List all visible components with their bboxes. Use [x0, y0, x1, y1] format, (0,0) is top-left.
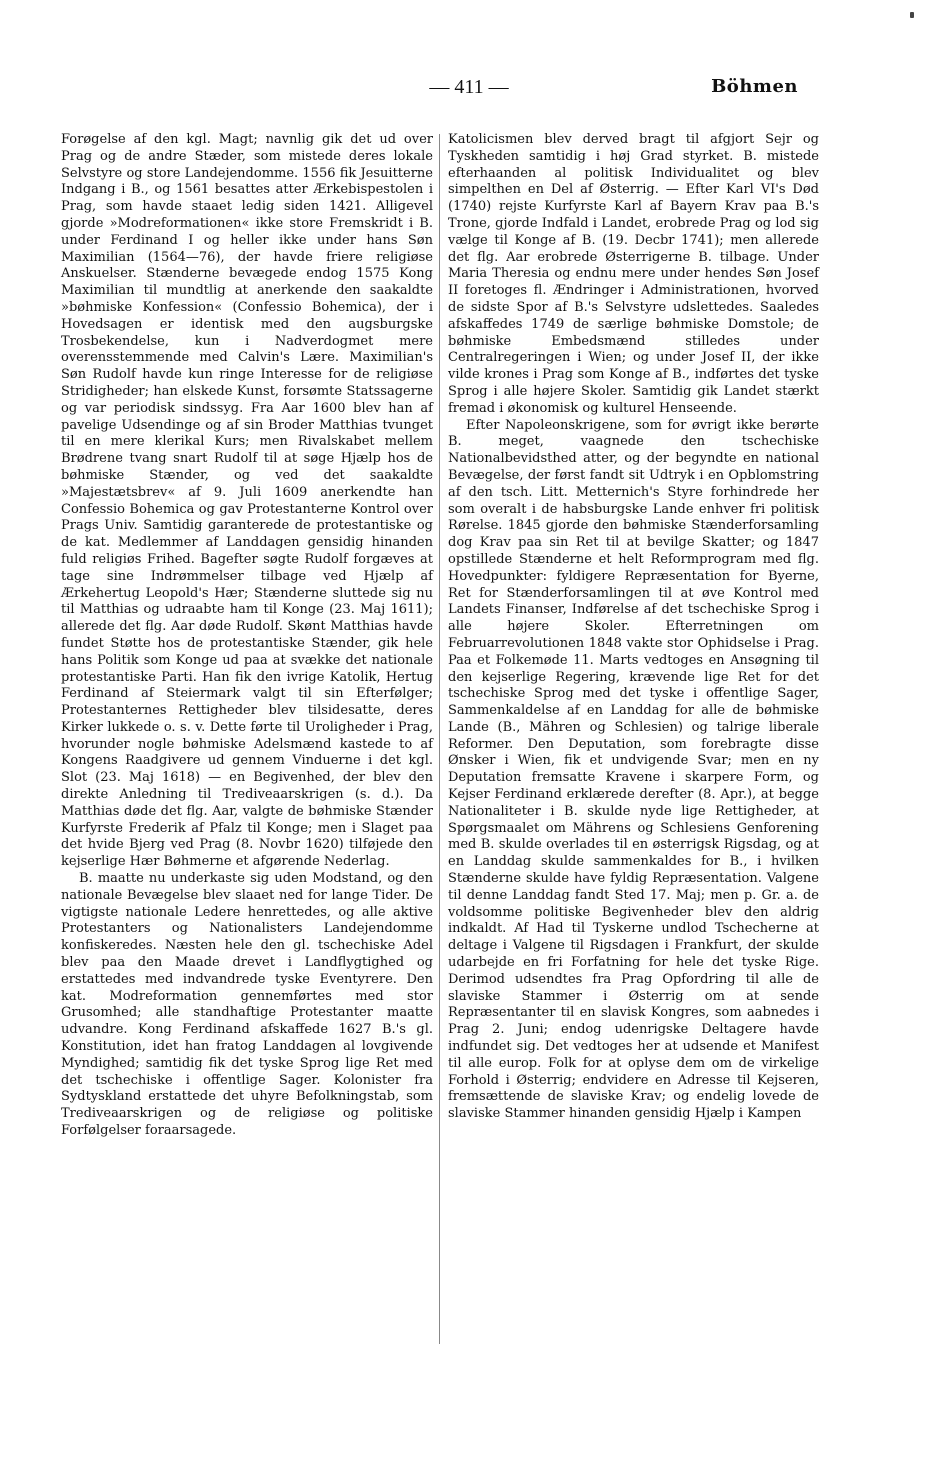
paragraph: Efter Napoleonskrigene, som for øvrigt ikke berørte B. meget, vaagnede den tschechiske Nationalbevidsthed atter, og der begyndte en national Bevægelse, der først fandt sit Udtryk i en Opblomstring af den tsch. Litt. Metternich's Styre forhindrede her som overalt i de habsburgske Lande enhver fri politisk Rørelse. 1845 gjorde den bøhmiske Stænderforsamling dog Krav paa sin Ret til at bevilge Skatter; og 1847 opstillede Stænderne et helt Reformprogram med flg. Hovedpunkter: fyldigere Repræsentation for Byerne, Ret for Stænderforsamlingen til at øve Kontrol med Landets Finanser, Indførelse af det tschechiske Sprog i alle højere Skoler. Efterretningen om Februarrevolutionen 1848 vakte stor Ophidselse i Prag. Paa et Folkemøde 11. Marts vedtoges en Ansøgning til den kejserlige Regering, krævende lige Ret for det tschechiske Sprog med det tyske i offentlige Sager, Sammenkaldelse af en Landdag for alle de bøhmiske Lande (B., Mähren og Schlesien) og talrige liberale Reformer. Den Deputation, som forebragte disse Ønsker i Wien, fik et undvigende Svar; men en ny Deputation fremsatte Kravene i skarpere Form, og Kejser Ferdinand erklærede derefter (8. Apr.), at begge Nationaliteter i B. skulde nyde lige Rettigheder, at Spørgsmaalet om Mährens og Schlesiens Genforening med B. skulde overlades til en østerrigsk Rigsdag, og at en Landdag skulde sammenkaldes for B., i hvilken Stænderne skulde have fyldig Repræsentation. Valgene til denne Landdag fandt Sted 17. Maj; men p. Gr. a. de voldsomme politiske Begivenheder blev den aldrig indkaldt. Af Had til Tyskerne undlod Tschecherne at deltage i Valgene til Rigsdagen i Frankfurt, der skulde udarbejde en fri Forfatning for hele det tyske Rige. Derimod udsendtes fra Prag Opfordring til alle de slaviske Stammer i Østerrig om at sende Repræsentanter til en slavisk Kongres, som aabnedes i Prag 2. Juni; endog udenrigske Deltagere havde indfundet sig. Det vedtoges her at udsende et Manifest til alle europ. Folk for at oplyse dem om de virkelige Forhold i Østerrig; endvidere en Adresse til Kejseren, fremsættende de slaviske Krav; og endelig lovede de slaviske Stammer hinanden gensidig Hjælp i Kampen	[448, 417, 819, 1122]
running-header	[62, 76, 798, 106]
column-divider	[439, 134, 440, 1344]
page-speck	[910, 12, 914, 18]
left-column	[61, 132, 433, 1140]
paragraph: Forøgelse af den kgl. Magt; navnlig gik det ud over Prag og de andre Stæder, som mistede deres lokale Selvstyre og store Landejendomme. 1556 fik Jesuitterne Indgang i B., og 1561 besattes atter Ærkebispestolen i Prag, som havde staaet ledig siden 1421. Alligevel gjorde »Modreformationen« ikke store Fremskridt i B. under Ferdinand I og heller ikke under hans Søn Maximilian (1564—76), der havde friere religiøse Anskuelser. Stænderne bevægede endog 1575 Kong Maximilian til mundtlig at anerkende den saakaldte »bøhmiske Konfession« (Confessio Bohemica), der i Hovedsagen er identisk med den augsburgske Trosbekendelse, kun i Nadverdogmet mere overensstemmende med Calvin's Lære. Maximilian's Søn Rudolf havde kun ringe Interesse for de religiøse Stridigheder; han elskede Kunst, forsømte Statssagerne og var periodisk sindssyg. Fra Aar 1600 blev han af pavelige Udsendinge og af sin Broder Matthias tvunget til en mere klerikal Kurs; men Rivalskabet mellem Brødrene tvang snart Rudolf til at søge Hjælp hos de bøhmiske Stænder, og ved det saakaldte »Majestætsbrev« af 9. Juli 1609 anerkendte han Confessio Bohemica og gav Protestanterne Kontrol over Prags Univ. Samtidig garanterede de protestantiske og de kat. Medlemmer af Landdagen gensidig hinanden fuld religiøs Frihed. Bagefter søgte Rudolf forgæves at tage sine Indrømmelser tilbage ved Hjælp af Ærkehertug Leopold's Hær; Stænderne sluttede sig nu til Matthias og udraabte ham til Konge (23. Maj 1611); allerede det flg. Aar døde Rudolf. Skønt Matthias havde fundet Støtte hos de protestantiske Stænder, gik hele hans Politik som Konge ud paa at svække det nationale protestantiske Parti. Han fik den ivrige Katolik, Hertug Ferdinand af Steiermark valgt til sin Efterfølger; Protestanternes Rettigheder blev tilsidesatte, deres Kirker lukkede o. s. v. Dette førte til Uroligheder i Prag, hvorunder nogle bøhmiske Adelsmænd kastede to af Kongens Raadgivere ud gennem Vinduerne i det kgl. Slot (23. Maj 1618) — en Begivenhed, der blev den direkte Anledning til Trediveaarskrigen (s. d.). Da Matthias døde det flg. Aar, valgte de bøhmiske Stænder Kurfyrste Frederik af Pfalz til Konge; men i Slaget paa det hvide Bjerg ved Prag (8. Novbr 1620) tilføjede den kejserlige Hær Bøhmerne et afgørende Nederlag.	[61, 132, 433, 870]
paragraph: B. maatte nu underkaste sig uden Modstand, og den nationale Bevægelse blev slaaet ned for lange Tider. De vigtigste nationale Ledere henrettedes, og alle aktive Protestanters og Nationalisters Landejendomme konfiskeredes. Næsten hele den gl. tschechiske Adel blev paa den Maade drevet i Landflygtighed og erstattedes med indvandrede tyske Eventyrere. Den kat. Modreformation gennemførtes med stor Grusomhed; alle standhaftige Protestanter maatte udvandre. Kong Ferdinand afskaffede 1627 B.'s gl. Konstitution, idet han fratog Landdagen al lovgivende Myndighed; samtidig fik det tyske Sprog lige Ret med det tschechiske i offentlige Sager. Kolonister fra Sydtyskland erstattede det uhyre Befolkningstab, som Trediveaarskrigen og de religiøse og politiske Forfølgelser foraarsagede.	[61, 871, 433, 1139]
headword: Böhmen	[711, 76, 798, 97]
right-column	[448, 132, 819, 1123]
paragraph: Katolicismen blev derved bragt til afgjort Sejr og Tyskheden samtidig i høj Grad styrket. B. mistede efterhaanden al politisk Individualitet og blev simpelthen en Del af Østerrig. — Efter Karl VI's Død (1740) rejste Kurfyrste Karl af Bayern Krav paa B.'s Trone, gjorde Indfald i Landet, erobrede Prag og lod sig vælge til Konge af B. (19. Decbr 1741); men allerede det flg. Aar erobrede Østerrigerne B. tilbage. Under Maria Theresia og endnu mere under hendes Søn Josef II foretoges fl. Ændringer i Administrationen, hvorved de sidste Spor af B.'s Selvstyre udslettedes. Saaledes afskaffedes 1749 de særlige bøhmiske Domstole; de bøhmiske Embedsmænd stilledes under Centralregeringen i Wien; og under Josef II, der ikke vilde krones i Prag som Konge af B., indførtes det tyske Sprog i alle højere Skoler. Samtidig gik Landet stærkt fremad i økonomisk og kulturel Henseende.	[448, 132, 819, 416]
page-number: — 411 —	[429, 76, 509, 98]
